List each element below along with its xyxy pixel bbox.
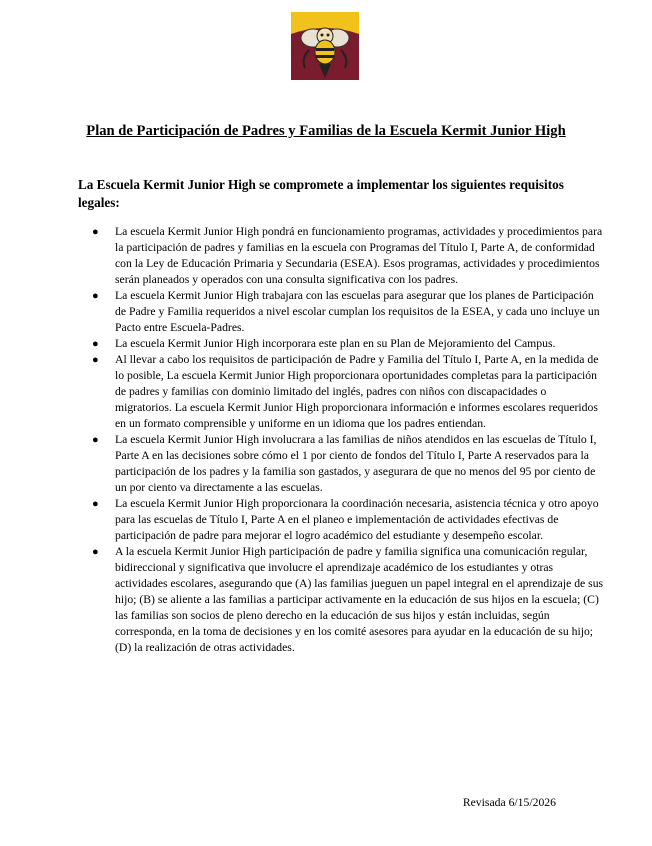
list-item xyxy=(92,224,604,288)
bullet-icon: ● xyxy=(92,338,99,350)
list-item-text: La escuela Kermit Junior High pondrá en funcionamiento programas, actividades y procedimientos para la participación de padres y familias en la escuela con Programas del Título I, Parte A, de conformidad con la Ley de Educación Primaria y Secundaria (ESEA). Esos programas, actividades y procedimientos serán planeados y operados con una consulta significativa con los padres. xyxy=(115,225,603,286)
revision-date: Revisada 6/15/2026 xyxy=(462,796,556,809)
requirements-list xyxy=(92,224,604,656)
list-item xyxy=(92,352,604,432)
bullet-icon: ● xyxy=(92,226,99,238)
list-item-text: Al llevar a cabo los requisitos de participación de Padre y Familia del Título I, Parte A, en la medida de lo posible, La escuela Kermit Junior High proporcionara oportunidades completas para la participación de padres y familias con dominio limitado del inglés, padres con niños con discapacidades o migratorios. La escuela Kermit Junior High proporcionara información e informes escolares requeridos en un formato comprensible y uniforme en un idioma que los padres entiendan. xyxy=(115,353,599,430)
list-item xyxy=(92,288,604,336)
bullet-icon: ● xyxy=(92,290,99,302)
list-item-text: La escuela Kermit Junior High involucrara a las familias de niños atendidos en las escuelas de Título I, Parte A en las decisiones sobre cómo el 1 por ciento de fondos del Título I, Parte A reservados para la participación de los padres y la familia son gastados, y asegurara de que no menos del 95 por ciento de un por ciento va directamente a las escuelas. xyxy=(115,433,597,494)
list-item-text: La escuela Kermit Junior High incorporara este plan en su Plan de Mejoramiento del Campus. xyxy=(115,337,556,350)
page-title: Plan de Participación de Padres y Familias de la Escuela Kermit Junior High xyxy=(86,123,566,139)
list-item xyxy=(92,496,604,544)
list-item-text: A la escuela Kermit Junior High participación de padre y familia significa una comunicación regular, bidireccional y significativa que involucre el aprendizaje académico de los estudiantes y otras actividades escolares, asegurando que (A) las familias jueguen un papel integral en el aprendizaje de sus hijo; (B) se aliente a las familias a participar activamente en la educación de sus hijos en la escuela; (C) las familias son socios de pleno derecho en la educación de sus hijos y están incluidas, según corresponda, en la toma de decisiones y en los comité asesores para ayudar en la educación de su hijo; (D) la realización de otras actividades. xyxy=(115,545,604,654)
list-item-text: La escuela Kermit Junior High trabajara con las escuelas para asegurar que los planes de Participación de Padre y Familia requeridos a nivel escolar cumplan los requisitos de la ESEA, y cada uno incluye un Pacto entre Escuela-Padres. xyxy=(115,289,600,334)
bullet-icon: ● xyxy=(92,434,99,446)
bullet-icon: ● xyxy=(92,498,99,510)
bullet-icon: ● xyxy=(92,354,99,366)
hornet-mascot-icon xyxy=(291,12,359,80)
bullet-icon: ● xyxy=(92,546,99,558)
list-item xyxy=(92,432,604,496)
list-item-text: La escuela Kermit Junior High proporcionara la coordinación necesaria, asistencia técnica y otro apoyo para las escuelas de Título I, Parte A en el planeo e implementación de actividades efectivas de participación de padre para mejorar el logro académico del estudiante y desempeño escolar. xyxy=(115,497,599,542)
list-item xyxy=(92,544,604,656)
intro-heading: La Escuela Kermit Junior High se compromete a implementar los siguientes requisitos legales: xyxy=(78,177,564,210)
list-item xyxy=(92,336,604,352)
school-logo xyxy=(291,12,359,80)
